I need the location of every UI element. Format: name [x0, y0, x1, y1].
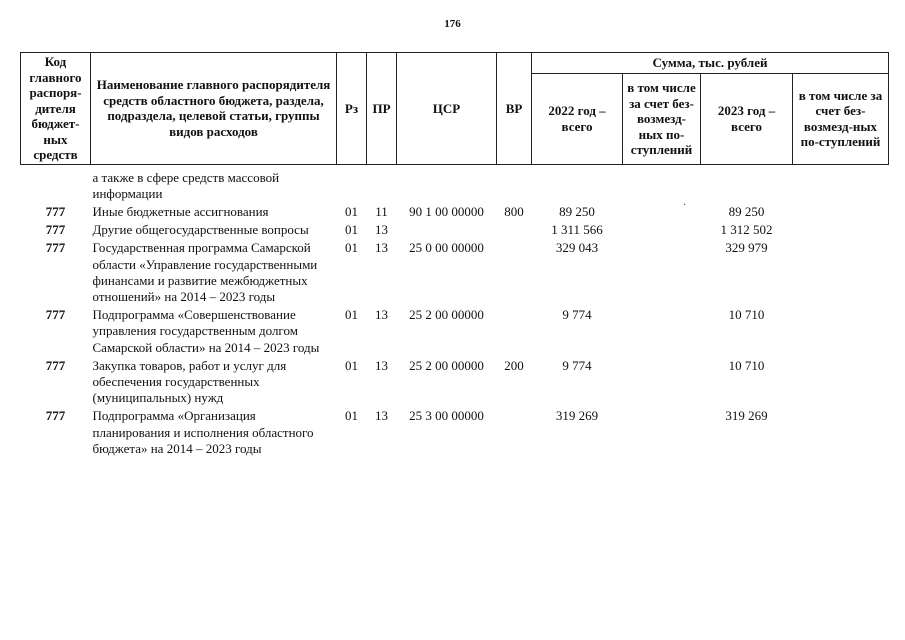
- cell-2023-total: 319 269: [725, 408, 768, 424]
- cell-2023-total: [701, 164, 793, 202]
- table-row: [21, 305, 889, 356]
- cell-2022-total: 9 774: [562, 357, 592, 373]
- cell-rz: 01: [345, 307, 358, 323]
- table-row: [21, 164, 889, 202]
- cell-name: Подпрограмма «Организация планирования и исполнения областного бюджета» на 2014 – 2023 годы: [92, 408, 314, 456]
- page-number: 176: [444, 18, 461, 30]
- cell-code: 777: [45, 408, 66, 424]
- table-row: [21, 220, 889, 238]
- header-vr: ВР: [497, 53, 532, 165]
- cell-2022-total: [532, 164, 623, 202]
- cell-pr: 13: [375, 222, 388, 238]
- cell-name: Подпрограмма «Совершенствование управления государственным долгом Самарской области» на 2014 – 2023 годы: [92, 307, 320, 355]
- table-row: [21, 238, 889, 305]
- cell-code: 777: [45, 240, 66, 256]
- table-row: [21, 356, 889, 407]
- cell-csr: 25 2 00 00000: [409, 307, 484, 323]
- cell-name: Иные бюджетные ассигнования: [92, 203, 269, 219]
- cell-name: Государственная программа Самарской области «Управление государственными финансами и развитие межбюджетных отношений» на 2014 – 2023 годы: [92, 240, 318, 304]
- cell-2023-total: 10 710: [728, 307, 765, 323]
- cell-vr: [497, 220, 532, 238]
- cell-2022-total: 9 774: [562, 307, 592, 323]
- cell-2022-total: 319 269: [555, 408, 599, 424]
- header-rz: Рз: [337, 53, 367, 165]
- table-body: [21, 164, 889, 457]
- cell-pr: 13: [375, 408, 388, 424]
- table-row: [21, 202, 889, 220]
- cell-vr: 200: [504, 357, 524, 373]
- cell-rz: 01: [345, 240, 358, 256]
- cell-code: 777: [45, 203, 66, 219]
- table-row: [21, 406, 889, 457]
- cell-2023-total: 10 710: [728, 357, 765, 373]
- cell-name: Другие общегосударственные вопросы: [92, 222, 309, 238]
- cell-pr: 11: [375, 203, 388, 219]
- cell-2023-grants: [793, 164, 889, 202]
- cell-2023-total: 1 312 502: [720, 222, 773, 238]
- cell-2022-grants: [623, 406, 701, 457]
- header-pr: ПР: [367, 53, 397, 165]
- cell-csr: 25 2 00 00000: [409, 357, 484, 373]
- header-2022-total: 2022 год – всего: [532, 74, 623, 165]
- cell-name: Закупка товаров, работ и услуг для обеспечения государственных (муниципальных) нужд: [92, 357, 287, 406]
- scan-dot: ·: [683, 200, 687, 211]
- cell-rz: 01: [345, 408, 358, 424]
- cell-rz: 01: [345, 203, 358, 219]
- header-2023-grants: в том числе за счет без-возмезд-ных по-ступлений: [793, 74, 889, 165]
- cell-code: [21, 164, 91, 202]
- cell-csr: 90 1 00 00000: [409, 203, 484, 219]
- cell-2022-grants: [623, 220, 701, 238]
- cell-pr: [367, 164, 397, 202]
- cell-vr: [497, 164, 532, 202]
- cell-name: а также в сфере средств массовой информации: [92, 169, 280, 201]
- cell-rz: 01: [345, 222, 358, 238]
- header-2022-grants: в том числе за счет без-возмезд-ных по-ступлений: [623, 74, 701, 165]
- cell-2023-grants: [793, 305, 889, 356]
- cell-csr: [397, 164, 497, 202]
- cell-vr: [497, 406, 532, 457]
- cell-pr: 13: [375, 240, 388, 256]
- header-csr: ЦСР: [397, 53, 497, 165]
- cell-2023-grants: [793, 238, 889, 305]
- cell-code: 777: [45, 222, 66, 238]
- cell-2023-grants: [793, 202, 889, 220]
- cell-rz: 01: [345, 357, 358, 373]
- header-code: Код главного распоря-дителя бюджет-ных средств: [21, 53, 91, 165]
- cell-2022-grants: [623, 305, 701, 356]
- cell-2023-total: 89 250: [728, 203, 765, 219]
- cell-2022-total: 89 250: [559, 203, 595, 219]
- budget-table: [20, 52, 889, 457]
- cell-rz: [337, 164, 367, 202]
- cell-code: 777: [45, 307, 66, 323]
- cell-csr: 25 0 00 00000: [409, 240, 484, 256]
- cell-2022-total: 1 311 566: [551, 222, 603, 238]
- cell-2023-total: 329 979: [725, 240, 768, 256]
- header-sum: Сумма, тыс. рублей: [532, 53, 889, 74]
- cell-vr: [497, 305, 532, 356]
- cell-vr: [497, 238, 532, 305]
- cell-2023-grants: [793, 406, 889, 457]
- header-row-top: [21, 53, 889, 74]
- cell-2022-grants: [623, 164, 701, 202]
- cell-2022-grants: [623, 238, 701, 305]
- header-2023-total: 2023 год – всего: [701, 74, 793, 165]
- cell-csr: [397, 220, 497, 238]
- cell-2022-total: 329 043: [555, 240, 599, 256]
- cell-2023-grants: [793, 356, 889, 407]
- cell-2022-grants: [623, 356, 701, 407]
- cell-pr: 13: [375, 307, 388, 323]
- cell-2022-grants: [623, 202, 701, 220]
- cell-csr: 25 3 00 00000: [409, 408, 484, 424]
- cell-vr: 800: [504, 203, 524, 219]
- cell-2023-grants: [793, 220, 889, 238]
- cell-code: 777: [45, 357, 66, 373]
- cell-pr: 13: [375, 357, 388, 373]
- header-name: Наименование главного распорядителя средств областного бюджета, раздела, подраздела, целевой статьи, группы видов расходов: [91, 53, 337, 165]
